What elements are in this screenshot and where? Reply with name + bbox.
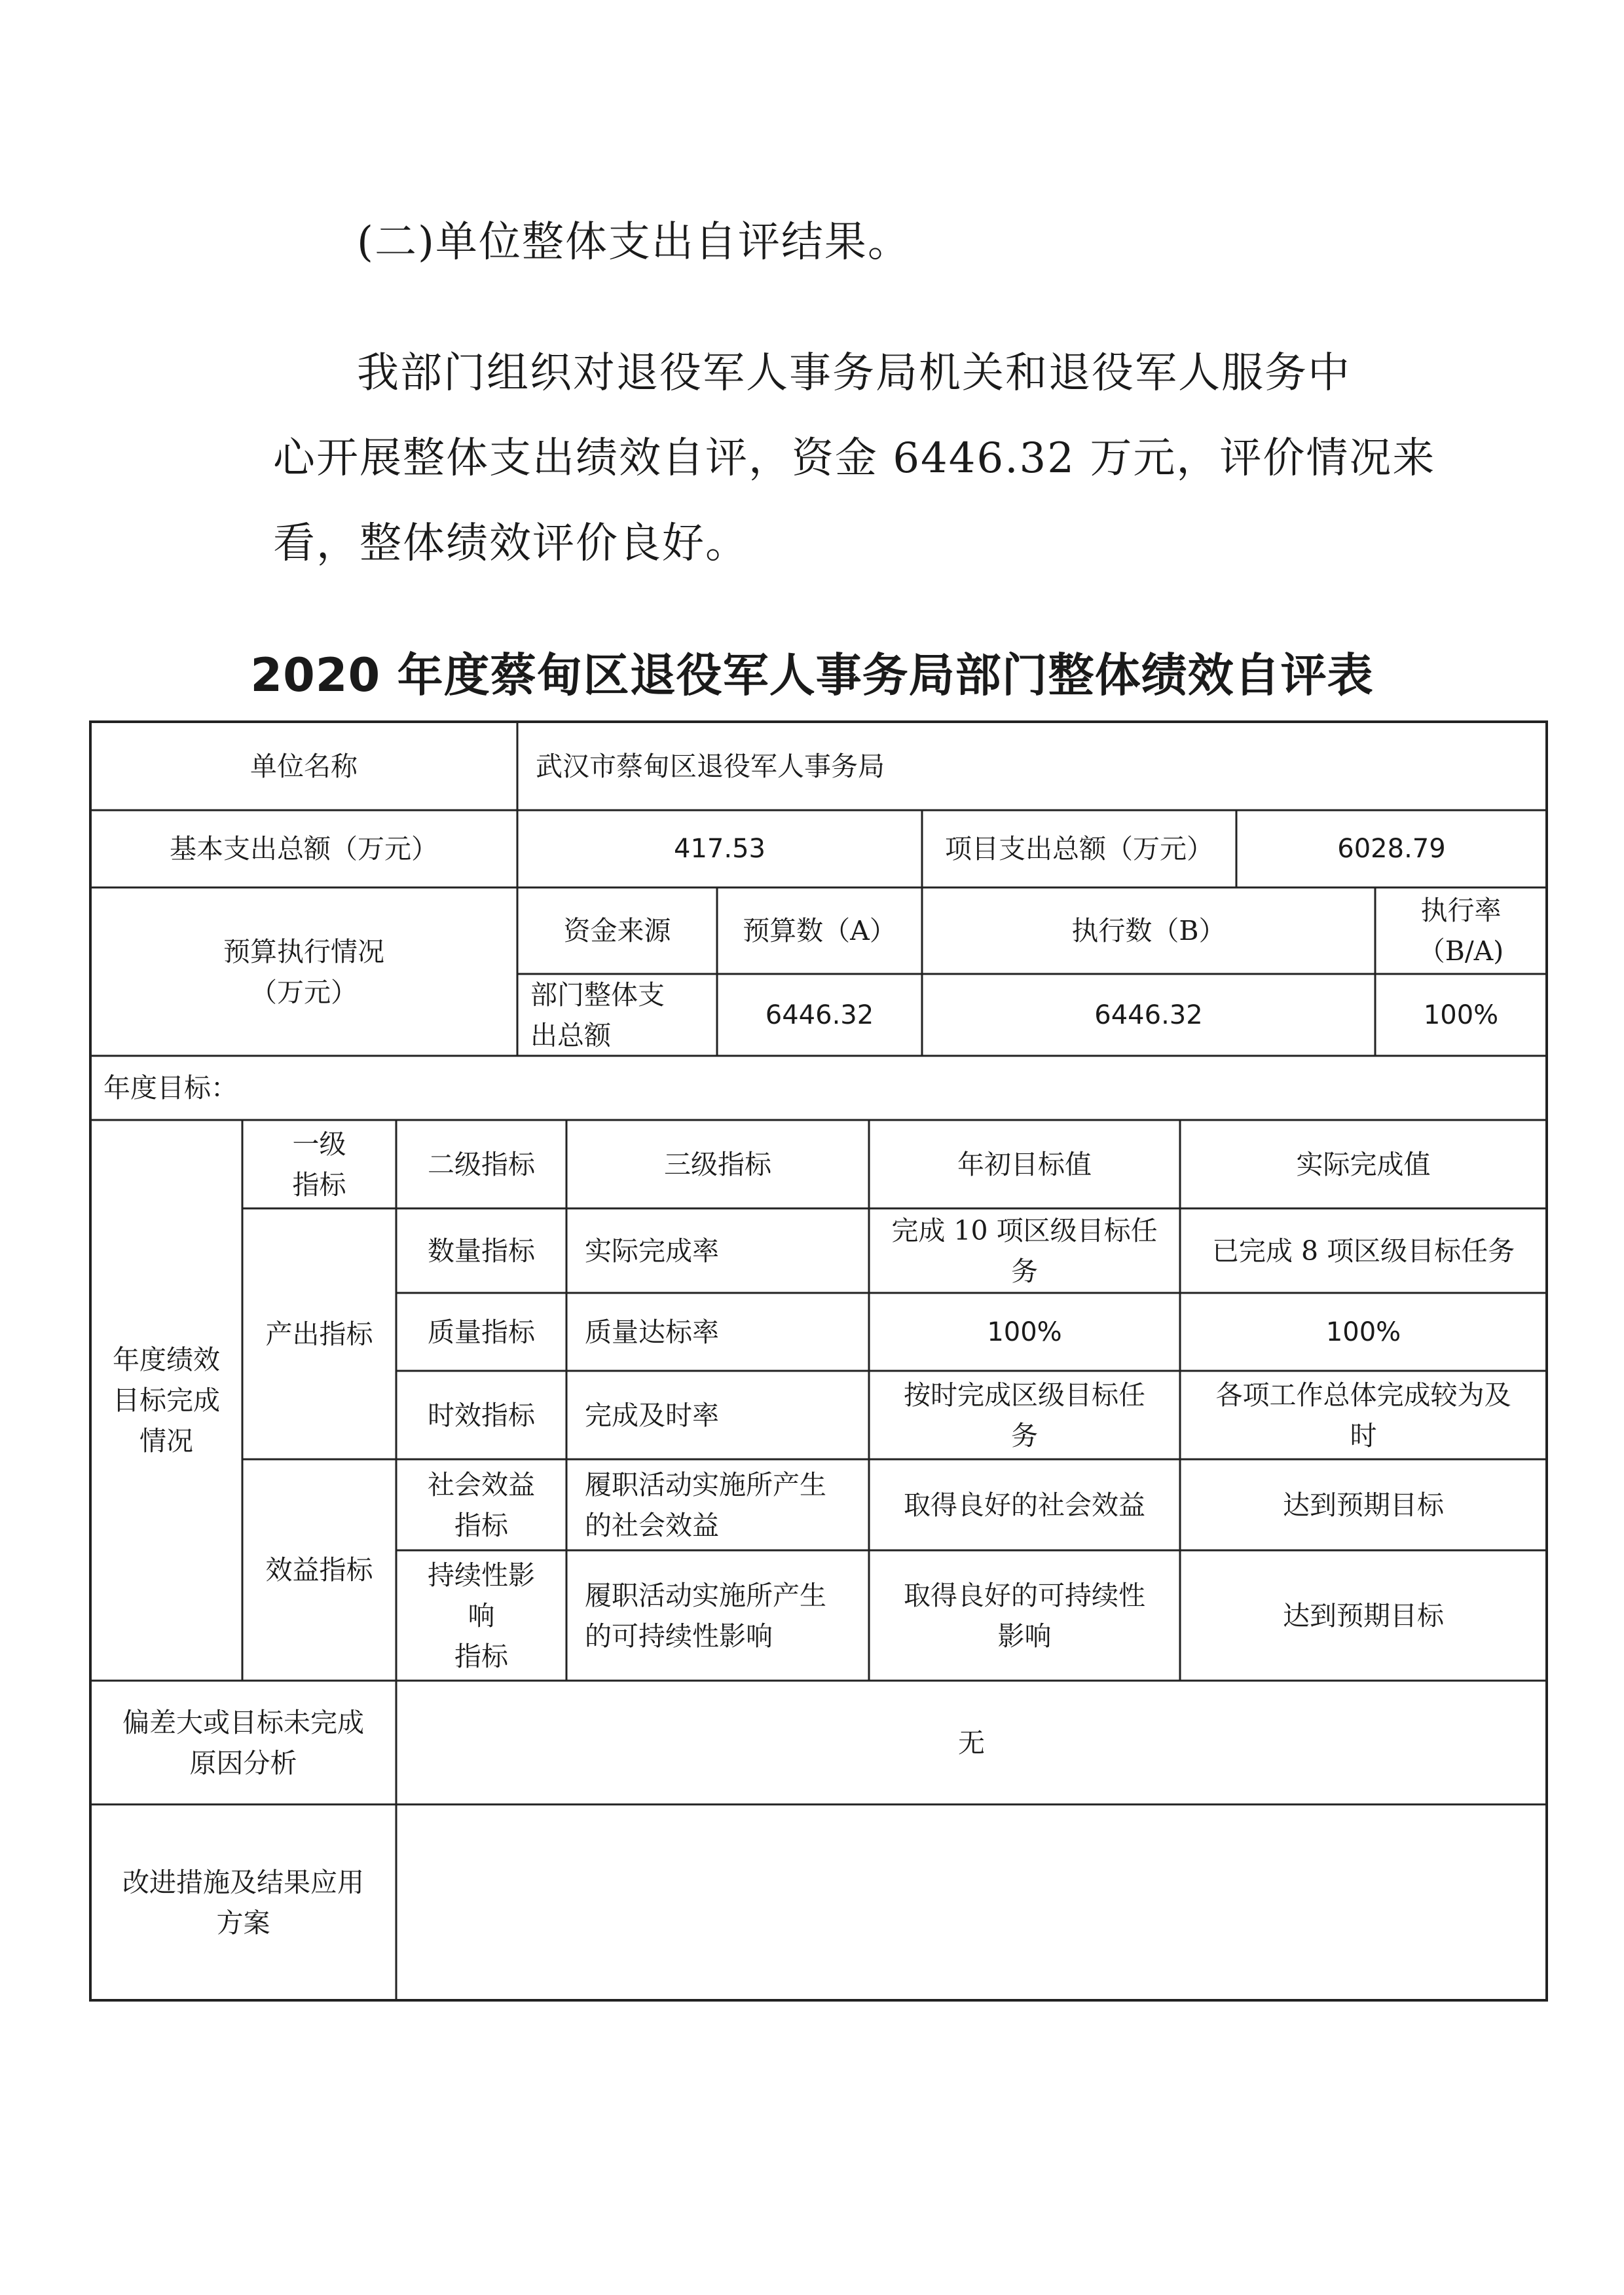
intro-line-3: 看，整体绩效评价良好。 <box>273 519 748 568</box>
performance-label: 年度绩效 目标完成 情况 <box>113 1344 220 1457</box>
row-actual: 达到预期目标 <box>1283 1489 1444 1521</box>
level3-header: 三级指标 <box>664 1148 771 1180</box>
row-level2: 数量指标 <box>428 1235 535 1267</box>
project-spending-label: 项目支出总额（万元） <box>945 833 1213 865</box>
executed-amount-header: 执行数（B） <box>1071 915 1226 946</box>
basic-spending-label: 基本支出总额（万元） <box>170 833 438 865</box>
actual-value-header: 实际完成值 <box>1296 1148 1431 1180</box>
row-level3: 履职活动实施所产生 的社会效益 <box>585 1468 826 1541</box>
row-actual: 100% <box>1325 1316 1401 1347</box>
intro-line-1: 我部门组织对退役军人事务局机关和退役军人服务中 <box>357 349 1351 398</box>
row-level2: 社会效益 指标 <box>428 1468 535 1541</box>
intro-paragraph <box>273 331 1436 586</box>
row-target: 取得良好的社会效益 <box>904 1489 1145 1521</box>
annual-goal-label: 年度目标： <box>103 1072 238 1104</box>
budget-execution-label: 预算执行情况 （万元） <box>223 935 384 1008</box>
row-target: 取得良好的可持续性 影响 <box>904 1579 1145 1652</box>
unit-name-label: 单位名称 <box>250 750 358 782</box>
deviation-label: 偏差大或目标未完成 原因分析 <box>122 1706 364 1779</box>
budget-amount-header: 预算数（A） <box>743 915 896 946</box>
improvement-label: 改进措施及结果应用 方案 <box>122 1866 364 1939</box>
executed-amount-value: 6446.32 <box>1094 999 1203 1030</box>
improvement-value <box>396 1804 1547 2000</box>
project-spending-value: 6028.79 <box>1337 834 1446 864</box>
row-actual: 各项工作总体完成较为及 时 <box>1215 1379 1511 1451</box>
deviation-value: 无 <box>958 1726 985 1759</box>
budget-amount-value: 6446.32 <box>765 999 874 1030</box>
row-target: 完成 10 项区级目标任 务 <box>891 1214 1158 1287</box>
row-level3: 实际完成率 <box>585 1235 719 1267</box>
row-level2: 质量指标 <box>428 1316 535 1348</box>
row-actual: 已完成 8 项区级目标任务 <box>1211 1235 1515 1267</box>
unit-name-value: 武汉市蔡甸区退役军人事务局 <box>536 750 885 782</box>
table-title: 2020 年度蔡甸区退役军人事务局部门整体绩效自评表 <box>250 648 1374 702</box>
level2-header: 二级指标 <box>428 1148 535 1180</box>
row-level2: 时效指标 <box>428 1399 535 1431</box>
intro-line-2: 心开展整体支出绩效自评，资金 6446.32 万元，评价情况来 <box>273 434 1436 483</box>
section-heading: (二)单位整体支出自评结果。 <box>357 218 911 267</box>
benefit-indicator-label: 效益指标 <box>265 1554 373 1586</box>
target-value-header: 年初目标值 <box>957 1148 1092 1180</box>
output-indicator-label: 产出指标 <box>265 1318 373 1350</box>
level1-header: 一级 指标 <box>292 1128 346 1201</box>
fund-source-value: 部门整体支 出总额 <box>530 979 665 1051</box>
basic-spending-value: 417.53 <box>674 834 766 864</box>
row-target: 按时完成区级目标任 务 <box>904 1379 1145 1451</box>
row-level3: 履职活动实施所产生 的可持续性影响 <box>585 1579 826 1652</box>
row-level2: 持续性影 响 指标 <box>428 1559 535 1672</box>
row-target: 100% <box>987 1316 1062 1347</box>
execution-rate-header: 执行率 （B/A) <box>1418 895 1504 967</box>
row-actual: 达到预期目标 <box>1283 1599 1444 1632</box>
execution-rate-value: 100% <box>1423 999 1499 1030</box>
fund-source-header: 资金来源 <box>563 915 671 946</box>
row-level3: 完成及时率 <box>585 1399 719 1431</box>
row-level3: 质量达标率 <box>585 1316 719 1348</box>
